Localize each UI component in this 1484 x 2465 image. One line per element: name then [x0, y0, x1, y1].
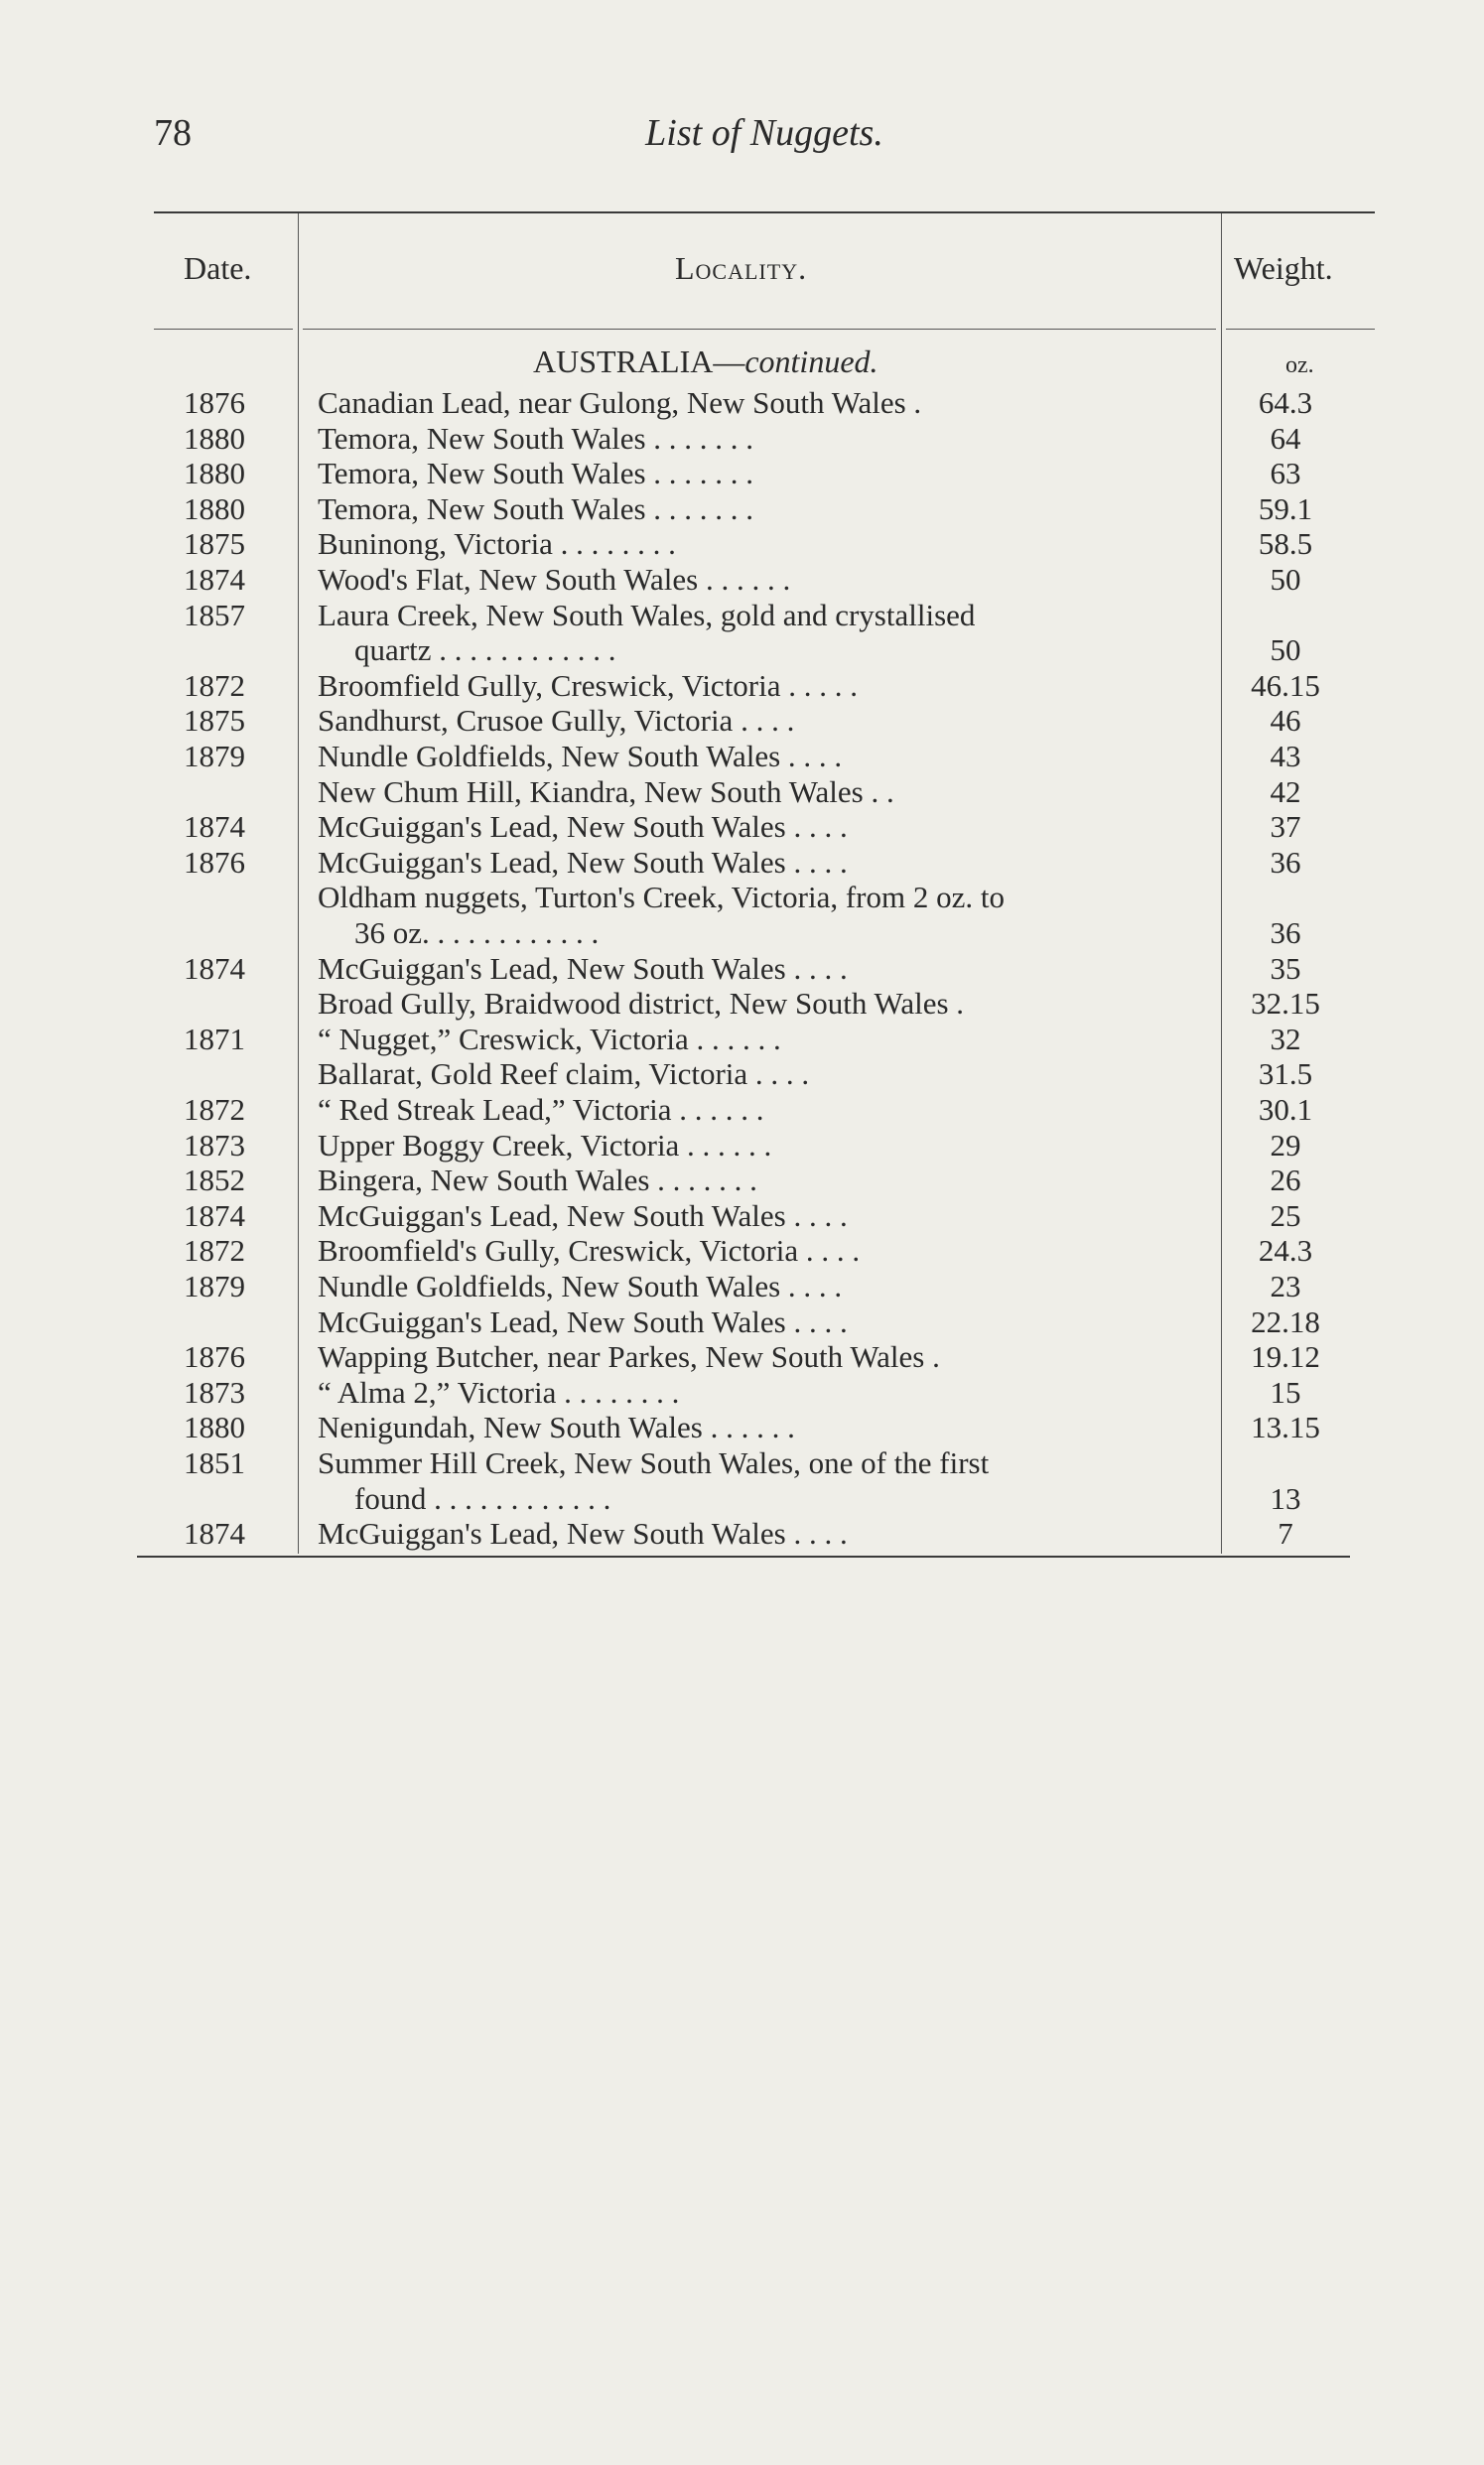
page-number: 78 [154, 112, 192, 154]
table-row [0, 915, 1484, 951]
row-locality: McGuiggan's Lead, New South Wales . . . . [318, 844, 848, 880]
section-title-main: AUSTRALIA— [533, 343, 745, 379]
header-rule-date [154, 329, 293, 330]
row-locality: Broomfield's Gully, Creswick, Victoria . . . . [318, 1233, 861, 1269]
top-rule [154, 211, 1375, 213]
table-row [0, 1481, 1484, 1517]
header-locality: Locality. [675, 250, 808, 286]
row-locality: Ballarat, Gold Reef claim, Victoria . . . . [318, 1056, 810, 1092]
row-date: 1875 [184, 703, 245, 739]
row-weight: 36 [1270, 915, 1301, 950]
row-locality: Temora, New South Wales . . . . . . . [318, 456, 754, 491]
row-date: 1879 [184, 1269, 245, 1303]
row-locality: Sandhurst, Crusoe Gully, Victoria . . . . [318, 703, 795, 739]
table-row [0, 632, 1484, 668]
row-locality: McGuiggan's Lead, New South Wales . . . . [318, 1516, 848, 1552]
row-weight: 13 [1270, 1480, 1301, 1516]
row-locality: Broad Gully, Braidwood district, New South Wales . [318, 986, 965, 1022]
table-row [0, 739, 1484, 774]
row-date: 1874 [184, 562, 245, 597]
header-date: Date. [184, 250, 252, 286]
table-row [0, 809, 1484, 845]
row-locality: Temora, New South Wales . . . . . . . [318, 490, 754, 526]
table-row [0, 1128, 1484, 1164]
row-weight: 19.12 [1251, 1339, 1320, 1375]
table-row [0, 1233, 1484, 1269]
table-row [0, 385, 1484, 421]
table-row [0, 1163, 1484, 1198]
row-date: 1872 [184, 1233, 245, 1269]
row-date: 1876 [184, 385, 245, 420]
table-row [0, 1304, 1484, 1340]
row-locality: Bingera, New South Wales . . . . . . . [318, 1163, 757, 1198]
table-row [0, 1410, 1484, 1445]
row-locality: Wapping Butcher, near Parkes, New South Wales . [318, 1339, 940, 1375]
row-weight: 13.15 [1251, 1410, 1320, 1445]
table-row [0, 598, 1484, 633]
row-locality: Upper Boggy Creek, Victoria . . . . . . [318, 1127, 772, 1163]
table-row [0, 951, 1484, 987]
row-date: 1872 [184, 1092, 245, 1127]
row-locality: found . . . . . . . . . . . . [354, 1480, 611, 1516]
table-row [0, 1022, 1484, 1057]
row-weight: 31.5 [1258, 1056, 1313, 1092]
row-date: 1879 [184, 739, 245, 773]
row-date: 1874 [184, 1197, 245, 1233]
row-weight: 37 [1270, 809, 1301, 845]
table-row [0, 1516, 1484, 1552]
table-row [0, 1092, 1484, 1128]
row-weight: 26 [1270, 1163, 1301, 1198]
row-date: 1852 [184, 1163, 245, 1198]
row-weight: 7 [1278, 1516, 1293, 1552]
row-date: 1871 [184, 1021, 245, 1056]
table-row [0, 526, 1484, 562]
row-weight: 64.3 [1258, 385, 1313, 420]
table-row [0, 774, 1484, 810]
row-weight: 46 [1270, 703, 1301, 739]
table-row [0, 880, 1484, 915]
row-locality: quartz . . . . . . . . . . . . [354, 632, 616, 668]
row-locality: 36 oz. . . . . . . . . . . . [354, 915, 600, 950]
row-date: 1880 [184, 456, 245, 491]
row-locality: McGuiggan's Lead, New South Wales . . . . [318, 950, 848, 986]
row-date: 1874 [184, 950, 245, 986]
row-locality: Nundle Goldfields, New South Wales . . . . [318, 1269, 843, 1303]
row-date: 1874 [184, 1516, 245, 1552]
table-row [0, 1056, 1484, 1092]
row-locality: Temora, New South Wales . . . . . . . [318, 420, 754, 456]
row-weight: 25 [1270, 1197, 1301, 1233]
row-weight: 46.15 [1251, 667, 1320, 703]
row-locality: Summer Hill Creek, New South Wales, one of the first [318, 1445, 990, 1480]
table-row [0, 1445, 1484, 1481]
running-head: List of Nuggets. [645, 112, 883, 154]
table-row [0, 1375, 1484, 1411]
row-locality: Nundle Goldfields, New South Wales . . . . [318, 739, 843, 773]
table-row [0, 703, 1484, 739]
row-locality: New Chum Hill, Kiandra, New South Wales . . [318, 773, 894, 809]
row-locality: “ Nugget,” Creswick, Victoria . . . . . . [318, 1021, 781, 1056]
row-weight: 30.1 [1258, 1092, 1313, 1127]
row-weight: 59.1 [1258, 490, 1313, 526]
table-row [0, 562, 1484, 598]
row-locality: “ Red Streak Lead,” Victoria . . . . . . [318, 1092, 764, 1127]
table-row [0, 845, 1484, 881]
row-locality: McGuiggan's Lead, New South Wales . . . . [318, 1197, 848, 1233]
row-date: 1857 [184, 597, 245, 632]
header-rule-locality [303, 329, 1216, 330]
table-row [0, 1198, 1484, 1234]
header-weight: Weight. [1234, 250, 1333, 286]
row-date: 1873 [184, 1127, 245, 1163]
row-weight: 35 [1270, 950, 1301, 986]
row-weight: 24.3 [1258, 1233, 1313, 1269]
row-date: 1872 [184, 667, 245, 703]
row-locality: “ Alma 2,” Victoria . . . . . . . . [318, 1374, 680, 1410]
section-title [533, 343, 878, 380]
row-date: 1873 [184, 1374, 245, 1410]
row-date: 1876 [184, 1339, 245, 1375]
row-locality: Nenigundah, New South Wales . . . . . . [318, 1410, 795, 1445]
row-weight: 50 [1270, 562, 1301, 597]
row-weight: 50 [1270, 632, 1301, 668]
table-row [0, 421, 1484, 457]
row-locality: Wood's Flat, New South Wales . . . . . . [318, 562, 791, 597]
row-weight: 23 [1270, 1269, 1301, 1303]
table-row [0, 986, 1484, 1022]
row-weight: 64 [1270, 420, 1301, 456]
row-locality: McGuiggan's Lead, New South Wales . . . . [318, 1303, 848, 1339]
row-date: 1874 [184, 809, 245, 845]
row-weight: 43 [1270, 739, 1301, 773]
table-row [0, 456, 1484, 491]
row-date: 1876 [184, 844, 245, 880]
row-locality: Broomfield Gully, Creswick, Victoria . . . . . [318, 667, 858, 703]
row-locality: Oldham nuggets, Turton's Creek, Victoria, from 2 oz. to [318, 880, 1005, 915]
row-weight: 36 [1270, 844, 1301, 880]
row-locality: Laura Creek, New South Wales, gold and crystallised [318, 597, 976, 632]
row-weight: 22.18 [1251, 1303, 1320, 1339]
row-weight: 29 [1270, 1127, 1301, 1163]
weight-unit: oz. [1285, 352, 1314, 378]
row-locality: Canadian Lead, near Gulong, New South Wales . [318, 385, 922, 420]
row-weight: 42 [1270, 773, 1301, 809]
row-weight: 32 [1270, 1021, 1301, 1056]
header-rule-weight [1226, 329, 1375, 330]
row-date: 1875 [184, 526, 245, 562]
table-row [0, 1339, 1484, 1375]
table-row [0, 668, 1484, 704]
row-date: 1880 [184, 1410, 245, 1445]
row-weight: 58.5 [1258, 526, 1313, 562]
row-locality: McGuiggan's Lead, New South Wales . . . . [318, 809, 848, 845]
row-weight: 32.15 [1251, 986, 1320, 1022]
row-weight: 63 [1270, 456, 1301, 491]
row-locality: Buninong, Victoria . . . . . . . . [318, 526, 676, 562]
row-date: 1880 [184, 490, 245, 526]
section-title-continued: continued. [744, 343, 878, 379]
table-row [0, 1269, 1484, 1304]
row-date: 1851 [184, 1445, 245, 1480]
row-date: 1880 [184, 420, 245, 456]
row-weight: 15 [1270, 1374, 1301, 1410]
bottom-rule [137, 1556, 1350, 1558]
table-row [0, 491, 1484, 527]
